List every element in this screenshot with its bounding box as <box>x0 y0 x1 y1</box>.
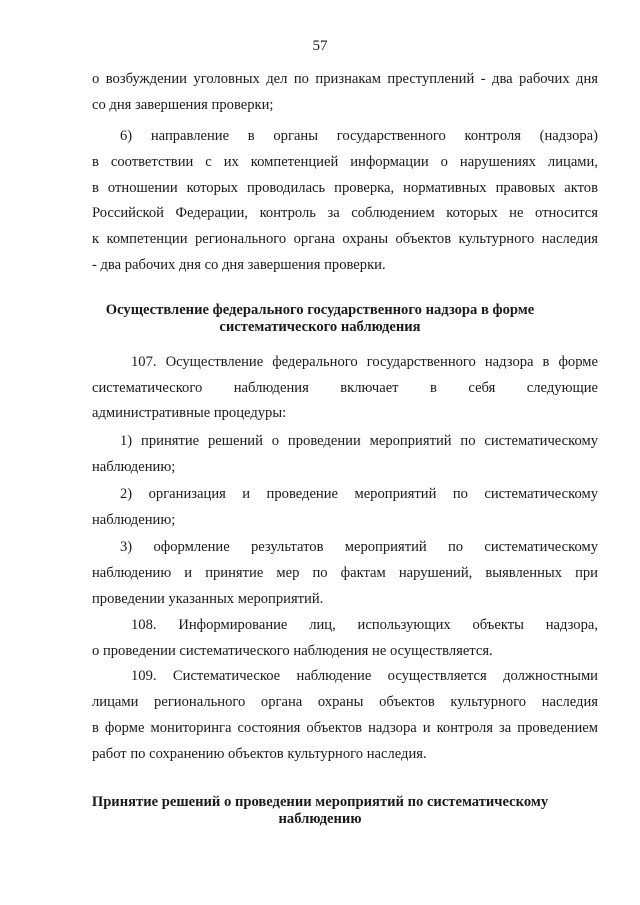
procedure-item-1: 1) принятие решений о проведении мероприятий по систематическому <box>120 433 598 449</box>
body-line: в отношении которых проводилась проверка, нормативных правовых актов <box>92 180 598 196</box>
section-heading: Принятие решений о проведении мероприятий по систематическому <box>91 794 549 810</box>
body-line: систематического наблюдения включает в себя следующие <box>92 380 598 396</box>
body-line: административные процедуры: <box>92 405 287 421</box>
page-number: 57 <box>312 38 328 54</box>
procedure-item-2: 2) организация и проведение мероприятий по систематическому <box>120 486 598 502</box>
paragraph-109: 109. Систематическое наблюдение осуществляется должностными <box>131 668 598 684</box>
section-heading: Осуществление федерального государственного надзора в форме <box>105 302 535 318</box>
paragraph-108: 108. Информирование лиц, использующих объекты надзора, <box>131 617 598 633</box>
body-line: Российской Федерации, контроль за соблюдением которых не относится <box>92 205 598 221</box>
body-line: наблюдению; <box>92 512 176 528</box>
body-line: о возбуждении уголовных дел по признакам преступлений - два рабочих дня <box>92 71 598 87</box>
body-line: со дня завершения проверки; <box>92 97 274 113</box>
body-line: работ по сохранению объектов культурного наследия. <box>92 746 427 762</box>
body-line: наблюдению и принятие мер по фактам нарушений, выявленных при <box>92 565 598 581</box>
body-line: к компетенции регионального органа охраны объектов культурного наследия <box>92 231 598 247</box>
body-line: проведении указанных мероприятий. <box>92 591 324 607</box>
body-line: в форме мониторинга состояния объектов надзора и контроля за проведением <box>92 720 598 736</box>
paragraph-107: 107. Осуществление федерального государственного надзора в форме <box>131 354 598 370</box>
list-item-6: 6) направление в органы государственного контроля (надзора) <box>120 128 598 144</box>
section-heading: наблюдению <box>278 811 362 827</box>
body-line: лицами регионального органа охраны объектов культурного наследия <box>92 694 598 710</box>
body-line: - два рабочих дня со дня завершения проверки. <box>92 257 386 273</box>
body-line: в соответствии с их компетенцией информации о нарушениях лицами, <box>92 154 598 170</box>
procedure-item-3: 3) оформление результатов мероприятий по систематическому <box>120 539 598 555</box>
body-line: о проведении систематического наблюдения не осуществляется. <box>92 643 493 659</box>
body-line: наблюдению; <box>92 459 176 475</box>
section-heading: систематического наблюдения <box>219 319 421 335</box>
